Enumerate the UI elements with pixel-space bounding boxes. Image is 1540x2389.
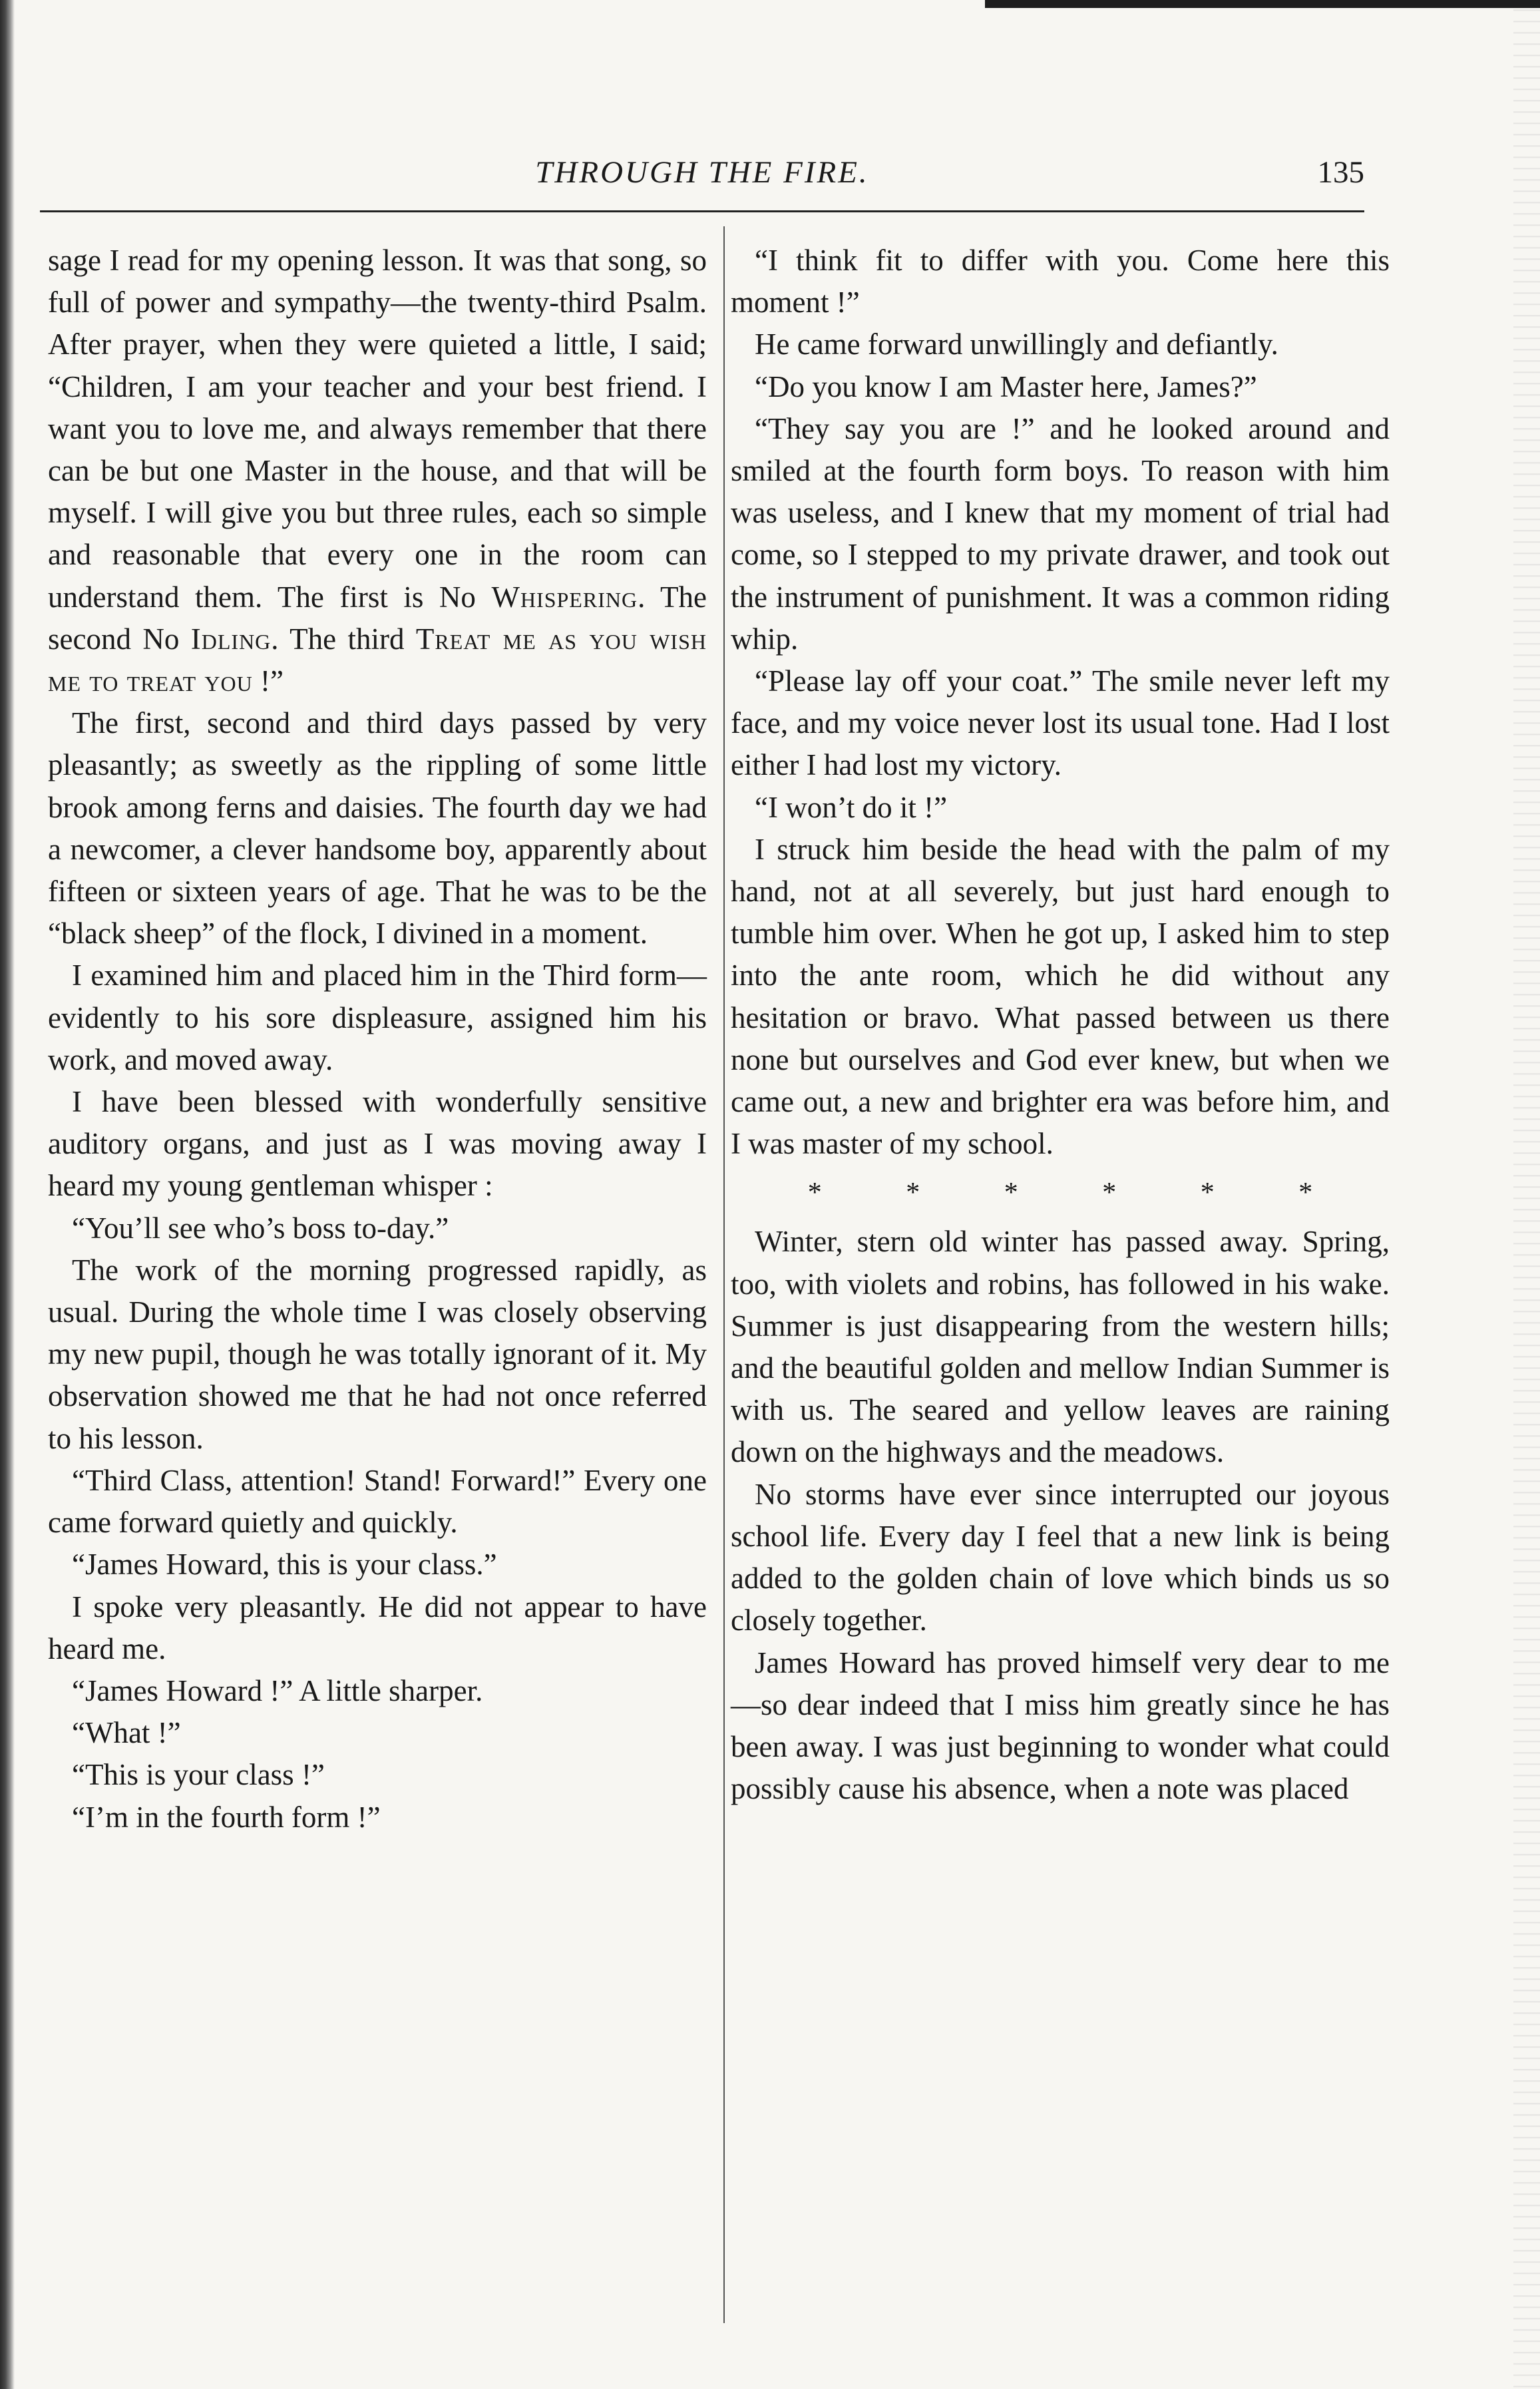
- paragraph: “What !”: [72, 1716, 181, 1750]
- paragraph: sage I read for my opening lesson. It was that song, so full of power and sympathy—the twenty-third Psalm. After prayer, when they were quieted a little, I said; “Children, I am your teacher and your best friend. I want you to love me, and always remember that there can be but one Master in the house, and that will be myself. I will give you but three rules, each so simple and reasonable that every one in the room can understand them. The first is No Whispering. The second No Idling. The third Treat me as you wish me to treat you !”: [48, 244, 707, 698]
- paragraph: I struck him beside the head with the palm of my hand, not at all severely, but just hard enough to tumble him over. When he got up, I asked him to step into the ante room, which he did without any hesitation or bravo. What passed between us there none but ourselves and God ever knew, but when we came out, a new and brighter era was before him, and I was master of my school.: [731, 832, 1390, 1161]
- column-divider: [723, 226, 725, 2323]
- paragraph: He came forward unwillingly and defiantly.: [755, 327, 1278, 361]
- paragraph: Winter, stern old winter has passed away. Spring, too, with violets and robins, has followed in his wake. Summer is just disappearing from the western hills; and the beautiful golden and mellow Indian Summer is with us. The seared and yellow leaves are raining down on the highways and the meadows.: [731, 1225, 1390, 1469]
- paragraph: “Do you know I am Master here, James?”: [755, 369, 1257, 403]
- paragraph: The work of the morning progressed rapidly, as usual. During the whole time I was closely observing my new pupil, though he was totally ignorant of it. My observation showed me that he had not once referred to his lesson.: [48, 1253, 707, 1455]
- page-right-edge: [1513, 0, 1540, 2389]
- page-binding-edge: [0, 0, 15, 2389]
- paragraph: “I won’t do it !”: [755, 790, 948, 824]
- paragraph: “James Howard !” A little sharper.: [72, 1673, 483, 1707]
- page-header: [40, 152, 1364, 205]
- paragraph: No storms have ever since interrupted our joyous school life. Every day I feel that a new link is being added to the golden chain of love which binds us so closely together.: [731, 1477, 1390, 1637]
- paragraph: “They say you are !” and he looked around and smiled at the fourth form boys. To reason with him was useless, and I knew that my moment of trial had come, so I stepped to my private drawer, and took out the instrument of punishment. It was a common riding whip.: [731, 411, 1390, 656]
- paragraph: “I’m in the fourth form !”: [72, 1800, 381, 1834]
- paragraph: The first, second and third days passed by very pleasantly; as sweetly as the rippling of some little brook among ferns and daisies. The fourth day we had a newcomer, a clever handsome boy, apparently about fifteen or sixteen years of age. That he was to be the “black sheep” of the flock, I divined in a moment.: [48, 706, 707, 951]
- paragraph: “Third Class, attention! Stand! Forward!” Every one came forward quietly and quickly.: [48, 1463, 707, 1540]
- section-break: * * * * * *: [807, 1178, 1352, 1209]
- left-column: [48, 240, 707, 1839]
- paragraph: I spoke very pleasantly. He did not appear to have heard me.: [48, 1590, 707, 1665]
- paragraph: James Howard has proved himself very dear to me—so dear indeed that I miss him greatly since he has been away. I was just beginning to wonder what could possibly cause his absence, when a note was placed: [731, 1645, 1390, 1806]
- right-column: [731, 240, 1390, 1810]
- paragraph: “James Howard, this is your class.”: [72, 1548, 497, 1582]
- paragraph: “You’ll see who’s boss to-day.”: [72, 1211, 449, 1245]
- page-number: 135: [1317, 155, 1364, 190]
- running-head: THROUGH THE FIRE.: [535, 155, 869, 190]
- paragraph: “Please lay off your coat.” The smile never left my face, and my voice never lost its usual tone. Had I lost either I had lost my victory.: [731, 664, 1390, 782]
- header-rule: [40, 210, 1364, 212]
- paragraph: “This is your class !”: [72, 1758, 325, 1792]
- paragraph: I have been blessed with wonderfully sensitive auditory organs, and just as I was moving away I heard my young gentleman whisper :: [48, 1085, 707, 1203]
- paragraph: I examined him and placed him in the Third form—evidently to his sore displeasure, assigned him his work, and moved away.: [48, 959, 707, 1076]
- top-scan-bar: [985, 0, 1540, 8]
- paragraph: “I think fit to differ with you. Come here this moment !”: [731, 244, 1390, 320]
